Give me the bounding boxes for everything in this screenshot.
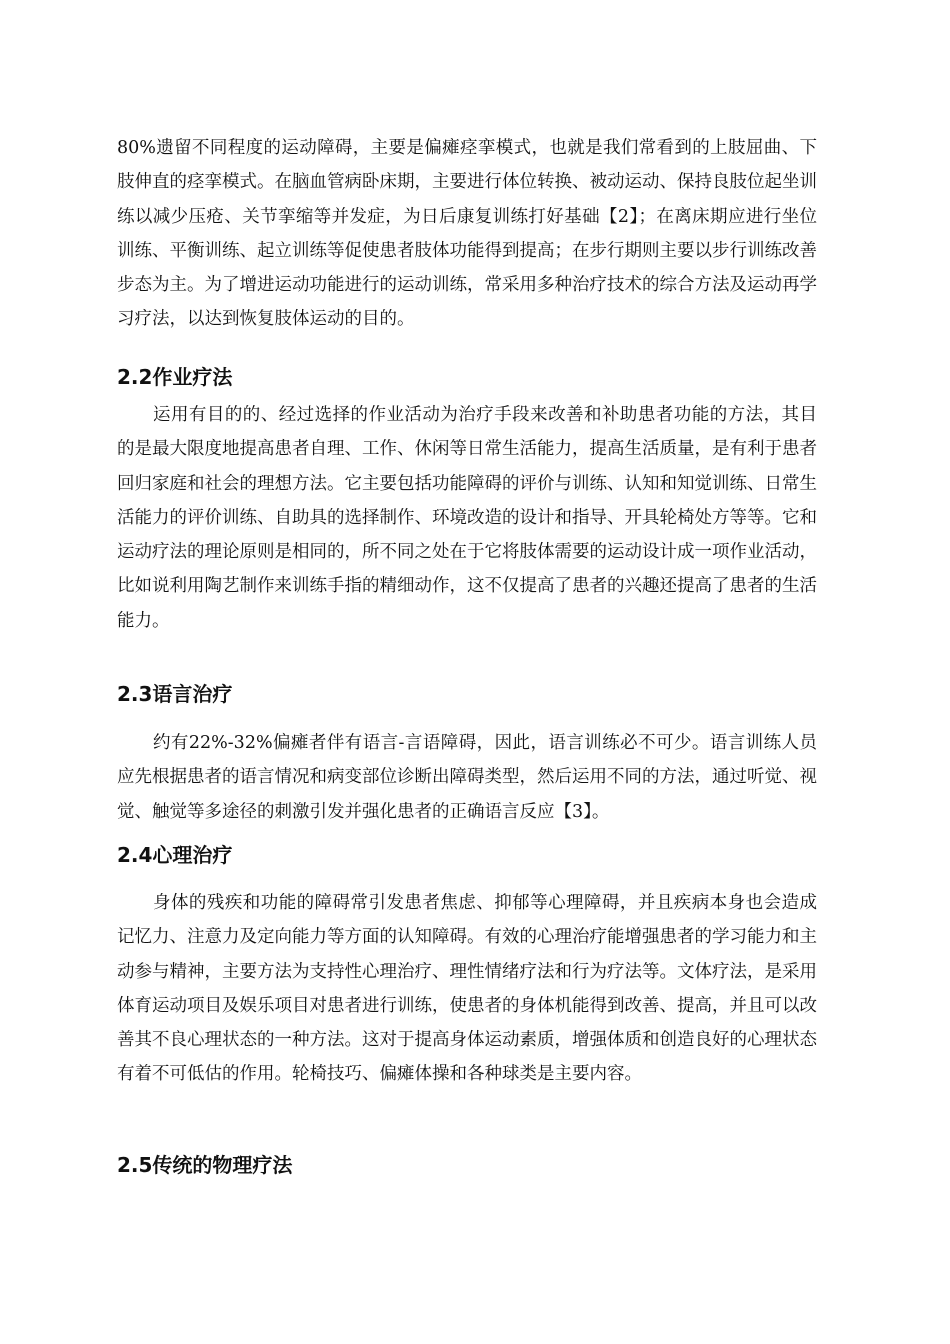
paragraph-motor-training: 80%遗留不同程度的运动障碍，主要是偏瘫痉挛模式，也就是我们常看到的上肢屈曲、下肢伸直的痉挛模式。在脑血管病卧床期，主要进行体位转换、被动运动、保持良肢位起坐训练以减少压疮、关节挛缩等并发症，为日后康复训练打好基础【2】；在离床期应进行坐位训练、平衡训练、起立训练等促使患者肢体功能得到提高；在步行期则主要以步行训练改善步态为主。为了增进运动功能进行的运动训练，常采用多种治疗技术的综合方法及运动再学习疗法，以达到恢复肢体运动的目的。 [117,138,817,330]
section-heading-2-2: 2.2作业疗法 [117,365,233,389]
paragraph-speech-therapy: 约有22%-32%偏瘫者伴有语言-言语障碍，因此，语言训练必不可少。语言训练人员应先根据患者的语言情况和病变部位诊断出障碍类型，然后运用不同的方法，通过听觉、视觉、触觉等多途径的刺激引发并强化患者的正确语言反应【3】。 [117,733,817,822]
section-heading-2-4: 2.4心理治疗 [117,843,233,867]
paragraph-occupational-therapy: 运用有目的的、经过选择的作业活动为治疗手段来改善和补助患者功能的方法，其目的是最大限度地提高患者自理、工作、休闲等日常生活能力，提高生活质量，是有利于患者回归家庭和社会的理想方法。它主要包括功能障碍的评价与训练、认知和知觉训练、日常生活能力的评价训练、自助具的选择制作、环境改造的设计和指导、开具轮椅处方等等。它和运动疗法的理论原则是相同的，所不同之处在于它将肢体需要的运动设计成一项作业活动，比如说利用陶艺制作来训练手指的精细动作，这不仅提高了患者的兴趣还提高了患者的生活能力。 [117,405,817,631]
paragraph-psychological-therapy: 身体的残疾和功能的障碍常引发患者焦虑、抑郁等心理障碍，并且疾病本身也会造成记忆力、注意力及定向能力等方面的认知障碍。有效的心理治疗能增强患者的学习能力和主动参与精神，主要方法为支持性心理治疗、理性情绪疗法和行为疗法等。文体疗法，是采用体育运动项目及娱乐项目对患者进行训练，使患者的身体机能得到改善、提高，并且可以改善其不良心理状态的一种方法。这对于提高身体运动素质，增强体质和创造良好的心理状态有着不可低估的作用。轮椅技巧、偏瘫体操和各种球类是主要内容。 [117,893,817,1085]
section-heading-2-5: 2.5传统的物理疗法 [117,1153,293,1177]
section-heading-2-3: 2.3语言治疗 [117,682,233,706]
